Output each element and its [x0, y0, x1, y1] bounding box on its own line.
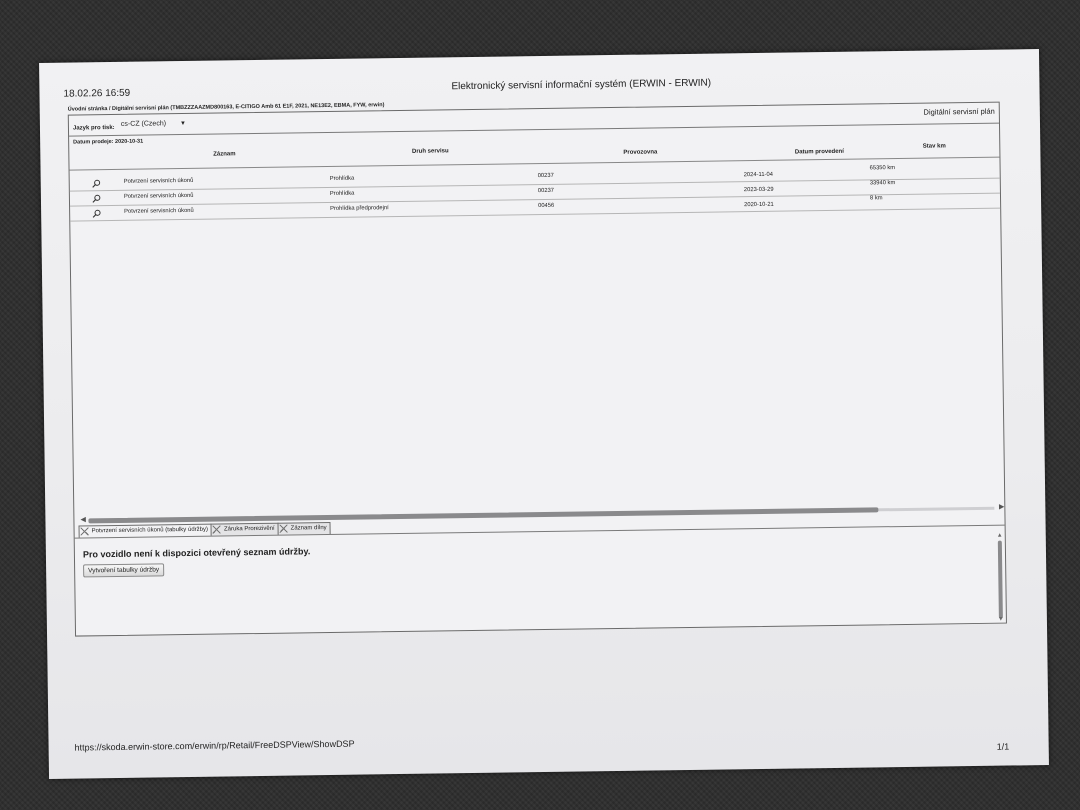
magnifier-icon[interactable]: [92, 194, 101, 203]
magnifier-icon[interactable]: [92, 179, 101, 188]
cell-date: 2023-03-29: [743, 186, 774, 194]
cell-record: Potvrzení servisních úkonů: [124, 207, 194, 215]
cell-date: 2024-11-04: [743, 171, 773, 179]
cell-date: 2020-10-21: [744, 201, 774, 209]
page-number: 1/1: [996, 741, 1010, 752]
cell-km: 8 km: [869, 195, 883, 202]
maintenance-notice: Pro vozidlo není k dispozici otevřený seznam údržby.: [82, 546, 311, 560]
create-maintenance-table-button[interactable]: Vytvoření tabulky údržby: [83, 563, 164, 577]
tab-service-confirmations[interactable]: Potvrzení servisních úkonů (tabulky údržby): [79, 524, 213, 538]
cell-service-type: Prohlídka předprodejní: [330, 205, 389, 212]
language-label: Jazyk pro tisk:: [72, 124, 115, 132]
column-header-date[interactable]: Datum provedení: [794, 148, 844, 156]
tab-rust-warranty[interactable]: Záruka Prorezivění: [211, 523, 279, 536]
scroll-right-icon[interactable]: ▶: [998, 503, 1005, 511]
breadcrumb: Úvodní stránka / Digitální servisní plán (TMBZZZAAZMD800163, E-CITIGO Amb 61 E1F, 2021, NE13E2, EBMA, FYW, erwin): [67, 102, 385, 113]
cell-workshop: 00237: [537, 172, 554, 180]
scroll-down-icon[interactable]: ▼: [997, 616, 1004, 623]
print-datetime: 18.02.26 16:59: [63, 87, 131, 100]
print-url: https://skoda.erwin-store.com/erwin/rp/Retail/FreeDSPView/ShowDSP: [74, 738, 355, 753]
language-value: cs-CZ (Czech): [120, 120, 167, 128]
scroll-left-icon[interactable]: ◀: [80, 516, 86, 524]
tab-workshop-record[interactable]: Záznam dílny: [278, 522, 331, 535]
cell-service-type: Prohlídka: [329, 175, 355, 182]
language-select[interactable]: [121, 120, 186, 128]
column-header-service-type[interactable]: Druh servisu: [411, 148, 449, 155]
section-title: Digitální servisní plán: [923, 106, 995, 117]
dsp-panel: [68, 102, 1007, 637]
cell-workshop: 00456: [538, 202, 555, 210]
scroll-thumb[interactable]: [88, 507, 878, 523]
printed-page: [39, 49, 1049, 779]
column-header-km[interactable]: Stav km: [922, 143, 946, 150]
column-header-workshop[interactable]: Provozovna: [623, 149, 658, 156]
cell-km: 33940 km: [869, 180, 896, 187]
cell-workshop: 00237: [537, 187, 555, 195]
sale-date: Datum prodeje: 2020-10-31: [73, 138, 144, 146]
cell-service-type: Prohlídka: [329, 190, 355, 197]
chevron-down-icon: ▼: [179, 120, 186, 128]
cell-record: Potvrzení servisních úkonů: [123, 177, 194, 185]
print-title: Elektronický servisní informační systém (ERWIN - ERWIN): [451, 77, 712, 93]
cell-record: Potvrzení servisních úkonů: [123, 192, 194, 200]
magnifier-icon[interactable]: [92, 209, 101, 218]
scroll-up-icon[interactable]: ▲: [996, 532, 1003, 539]
cell-km: 65350 km: [869, 165, 896, 172]
vertical-scrollbar[interactable]: [996, 532, 1004, 623]
column-header-record[interactable]: Záznam: [213, 151, 236, 158]
horizontal-scrollbar[interactable]: [80, 503, 1005, 524]
vertical-scroll-thumb[interactable]: [998, 541, 1003, 619]
